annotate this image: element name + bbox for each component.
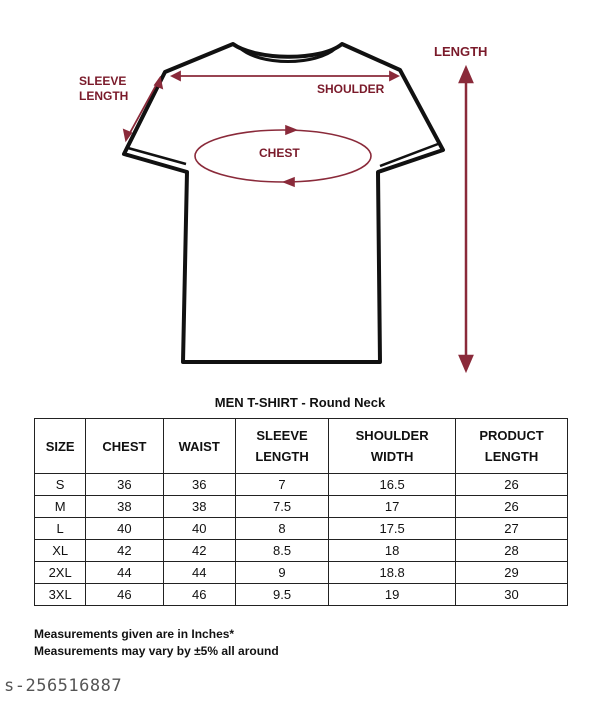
column-header-line1: PRODUCT bbox=[479, 428, 544, 443]
table-cell: 46 bbox=[163, 584, 235, 606]
column-header-line1: SIZE bbox=[45, 438, 75, 454]
sleeve-label-line1: SLEEVE bbox=[79, 74, 127, 88]
sleeve-label-line2: LENGTH bbox=[79, 89, 129, 103]
size-chart-table bbox=[34, 418, 568, 606]
table-cell: 2XL bbox=[35, 562, 86, 584]
sku-code: s-256516887 bbox=[4, 676, 123, 696]
table-cell: 16.5 bbox=[329, 474, 456, 496]
table-cell: 18 bbox=[329, 540, 456, 562]
table-cell: 46 bbox=[86, 584, 163, 606]
column-header-line1: CHEST bbox=[102, 438, 147, 454]
table-cell: 36 bbox=[163, 474, 235, 496]
table-row bbox=[35, 474, 568, 496]
table-cell: 26 bbox=[456, 496, 568, 518]
table-cell: M bbox=[35, 496, 86, 518]
table-row bbox=[35, 518, 568, 540]
table-cell: 7.5 bbox=[235, 496, 328, 518]
table-cell: 17.5 bbox=[329, 518, 456, 540]
column-header bbox=[235, 419, 328, 474]
table-cell: S bbox=[35, 474, 86, 496]
table-cell: 40 bbox=[163, 518, 235, 540]
column-header bbox=[456, 419, 568, 474]
note-variance: Measurements may vary by ±5% all around bbox=[34, 644, 279, 658]
length-arrow bbox=[460, 68, 472, 370]
column-header bbox=[329, 419, 456, 474]
table-cell: 9.5 bbox=[235, 584, 328, 606]
table-body bbox=[35, 474, 568, 606]
table-cell: 40 bbox=[86, 518, 163, 540]
table-cell: 38 bbox=[86, 496, 163, 518]
table-cell: 36 bbox=[86, 474, 163, 496]
table-cell: 29 bbox=[456, 562, 568, 584]
table-cell: 28 bbox=[456, 540, 568, 562]
table-title: MEN T-SHIRT - Round Neck bbox=[214, 395, 386, 410]
column-header-line1: SLEEVE bbox=[256, 428, 308, 443]
column-header bbox=[86, 419, 163, 474]
table-cell: 26 bbox=[456, 474, 568, 496]
column-header bbox=[163, 419, 235, 474]
table-cell: 38 bbox=[163, 496, 235, 518]
table-header-row bbox=[35, 419, 568, 474]
table-cell: 27 bbox=[456, 518, 568, 540]
table-row bbox=[35, 496, 568, 518]
table-cell: 44 bbox=[86, 562, 163, 584]
tshirt-outline bbox=[124, 44, 443, 362]
length-label: LENGTH bbox=[434, 44, 488, 59]
chest-label: CHEST bbox=[259, 146, 300, 160]
shoulder-label: SHOULDER bbox=[317, 82, 385, 96]
column-header-line2: LENGTH bbox=[255, 449, 309, 464]
column-header-line2: LENGTH bbox=[484, 449, 539, 464]
table-cell: 42 bbox=[86, 540, 163, 562]
table-cell: 3XL bbox=[35, 584, 86, 606]
table-cell: XL bbox=[35, 540, 86, 562]
measurement-notes bbox=[34, 626, 279, 660]
table-cell: 44 bbox=[163, 562, 235, 584]
table-cell: 42 bbox=[163, 540, 235, 562]
table-cell: 19 bbox=[329, 584, 456, 606]
column-header-line1: WAIST bbox=[178, 438, 220, 454]
column-header-line1: SHOULDER bbox=[355, 428, 429, 443]
column-header-line2: WIDTH bbox=[370, 449, 414, 464]
table-cell: 18.8 bbox=[329, 562, 456, 584]
table-cell: 8.5 bbox=[235, 540, 328, 562]
column-header bbox=[35, 419, 86, 474]
note-inches: Measurements given are in Inches* bbox=[34, 627, 235, 641]
table-cell: 7 bbox=[235, 474, 328, 496]
table-cell: 8 bbox=[235, 518, 328, 540]
table-cell: 9 bbox=[235, 562, 328, 584]
table-cell: 30 bbox=[456, 584, 568, 606]
table-cell: 17 bbox=[329, 496, 456, 518]
table-row bbox=[35, 584, 568, 606]
table-cell: L bbox=[35, 518, 86, 540]
table-row bbox=[35, 562, 568, 584]
table-row bbox=[35, 540, 568, 562]
